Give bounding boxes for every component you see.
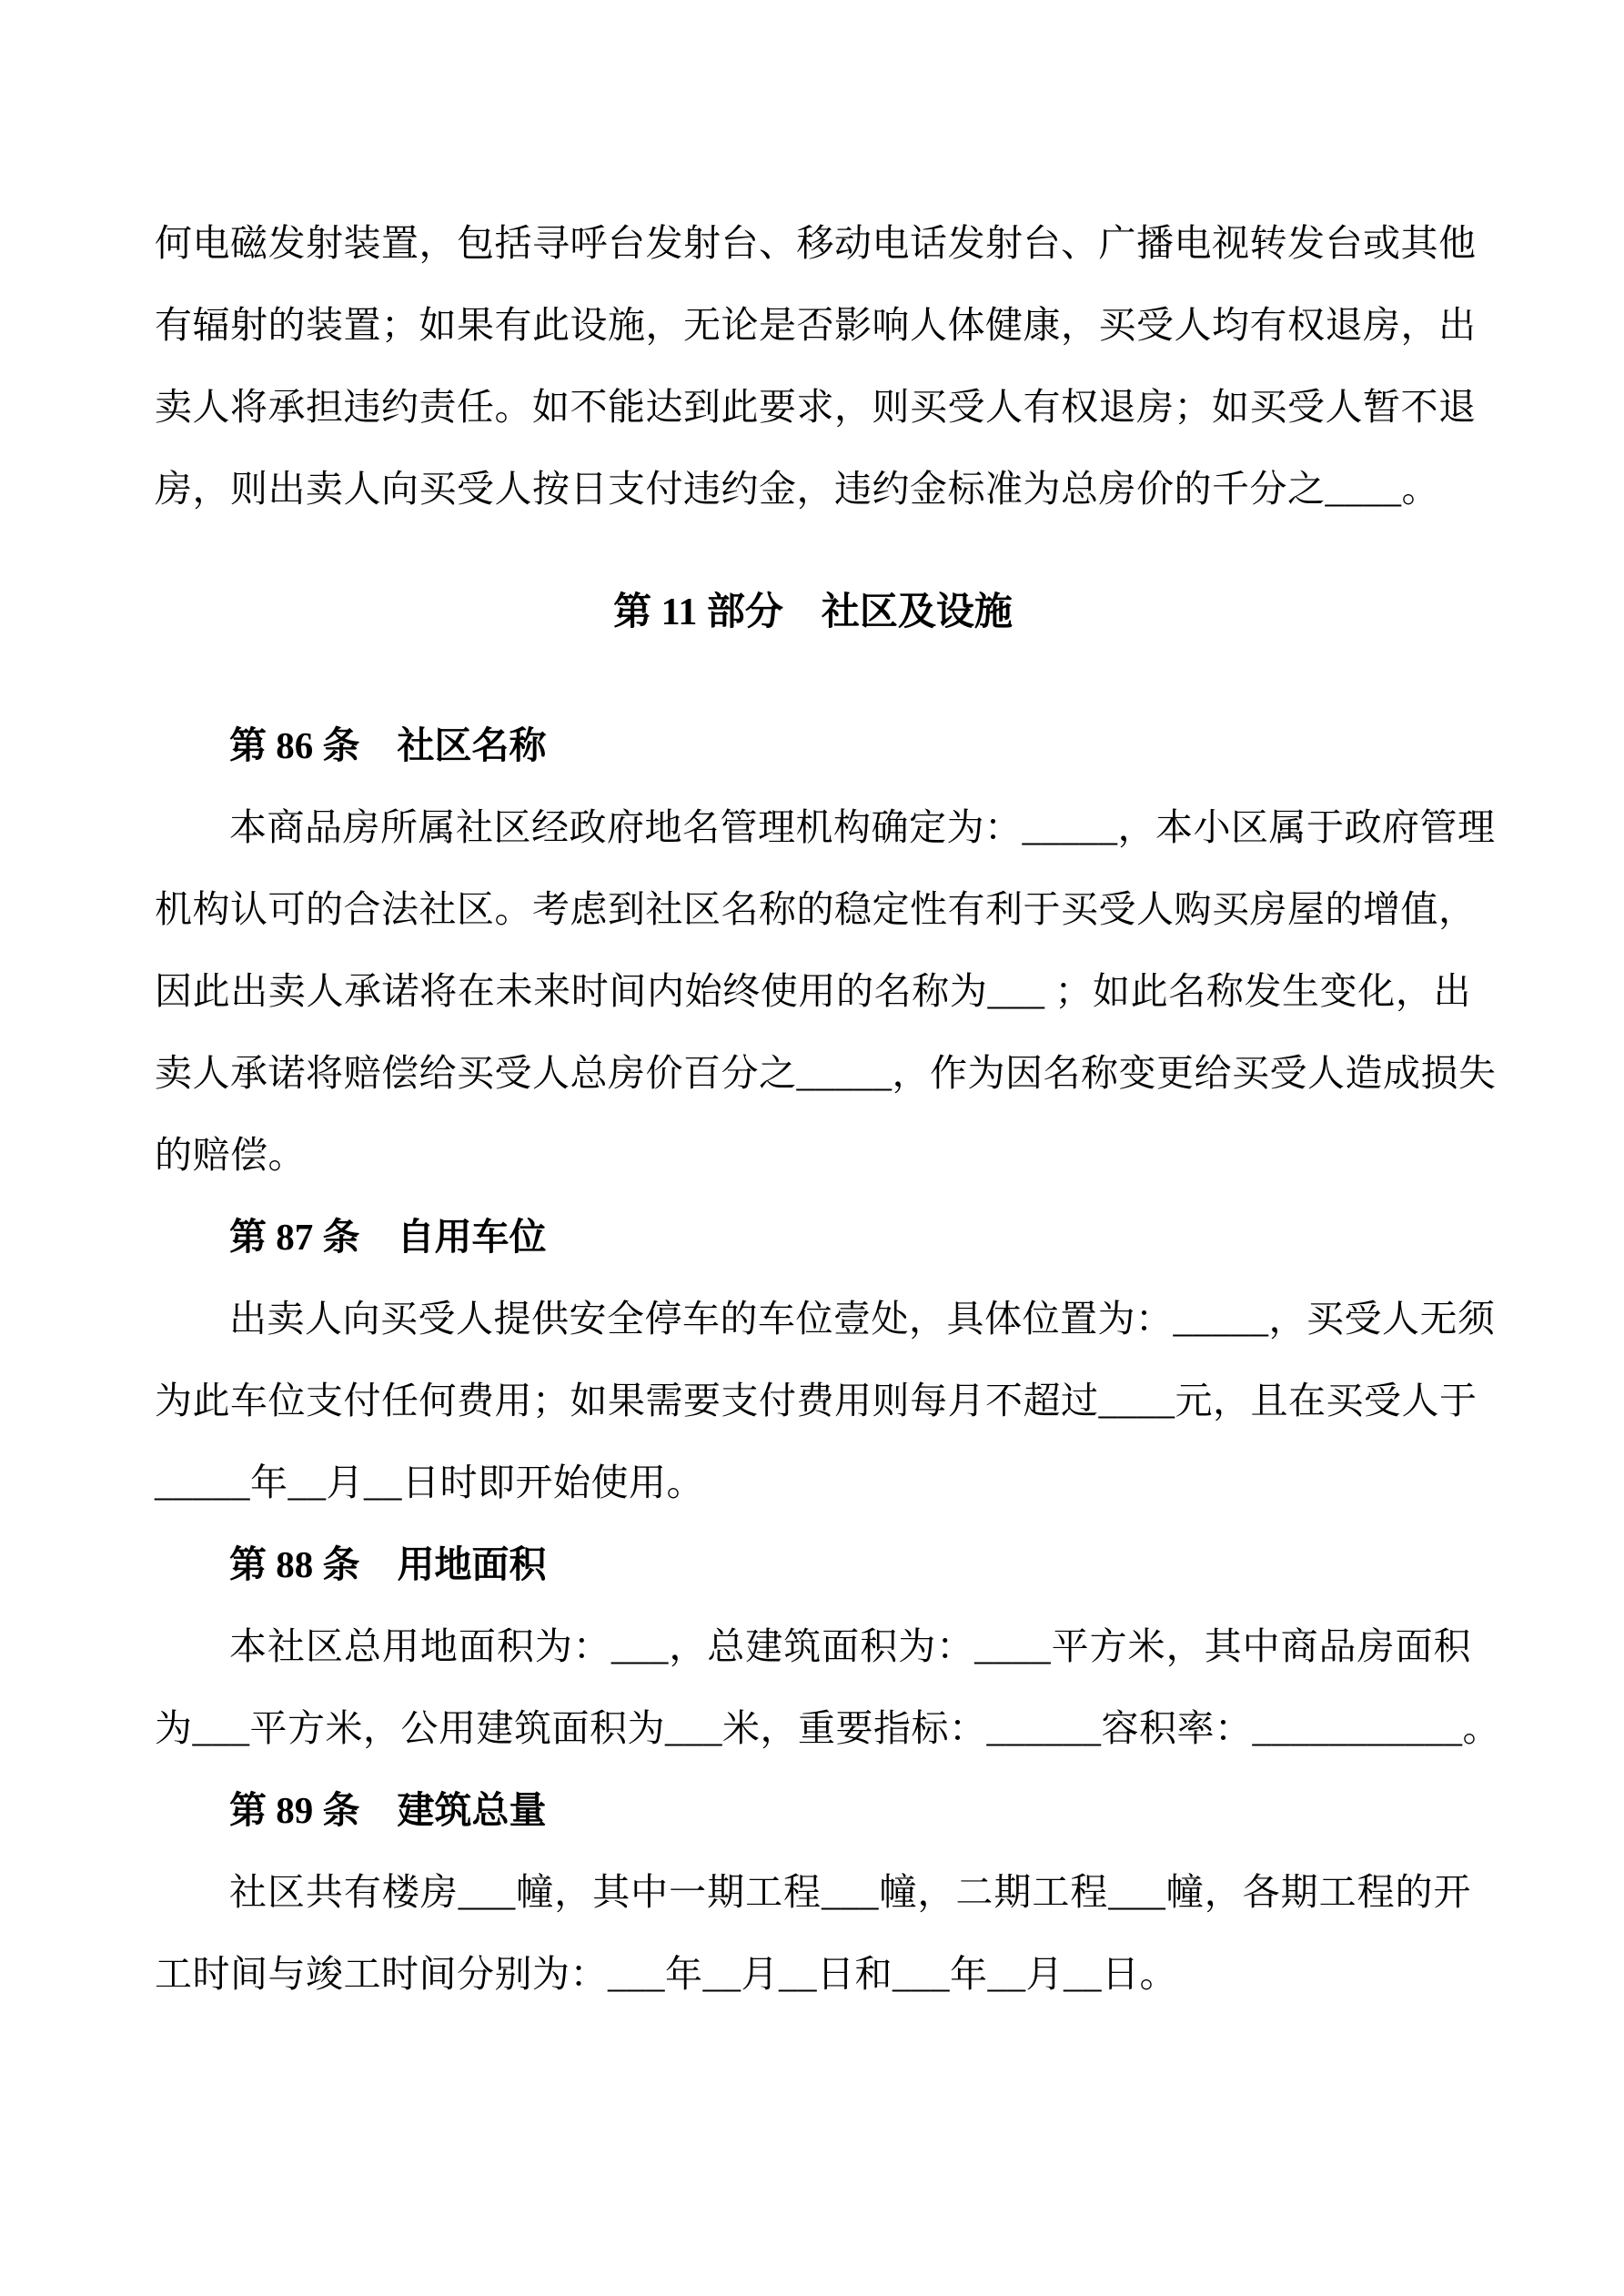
article-87-body	[155, 1278, 1496, 1523]
text-line: 有辐射的装置；如果有此设施，无论是否影响人体健康，买受人均有权退房，出	[155, 304, 1477, 346]
text-line: 何电磁发射装置，包括寻呼台发射台、移动电话发射台、广播电视转发台或其他	[155, 222, 1477, 264]
text-line: 的赔偿。	[155, 1134, 306, 1176]
text-line: 房，则出卖人向买受人按日支付违约金，违约金标准为总房价的千分之____。	[155, 468, 1439, 510]
text-line: 卖人承诺将赔偿给买受人总房价百分之_____，作为因名称变更给买受人造成损失	[155, 1052, 1497, 1094]
text-line: _____年__月__日时即开始使用。	[155, 1462, 704, 1503]
text-line: 卖人将承担违约责任。如不能达到此要求，则买受人有权退房；如买受人暂不退	[155, 386, 1477, 428]
text-line: 工时间与竣工时间分别为：___年__月__日和___年__月__日。	[155, 1953, 1177, 1995]
continued-clause-paragraph	[155, 202, 1477, 530]
article-88-body	[155, 1605, 1500, 1769]
text-line: 因此出卖人承诺将在未来时间内始终使用的名称为___ ；如此名称发生变化，出	[155, 970, 1471, 1012]
article-87-heading: 第 87 条 自用车位	[229, 1216, 547, 1258]
text-line: 本社区总用地面积为：___，总建筑面积为：____平方米，其中商品房面积	[229, 1625, 1471, 1667]
part-11-heading: 第 11 部分 社区及设施	[613, 592, 1013, 633]
text-line: 社区共有楼房___幢，其中一期工程___幢，二期工程___幢，各期工程的开	[229, 1871, 1471, 1913]
article-89-body	[155, 1851, 1471, 2015]
text-line: 出卖人向买受人提供安全停车的车位壹处，具体位置为：_____，买受人无须	[229, 1298, 1496, 1340]
text-line: 机构认可的合法社区。考虑到社区名称的稳定性有利于买受人购买房屋的增值，	[155, 888, 1477, 930]
text-line: 本商品房所属社区经政府地名管理机构确定为：_____，本小区属于政府管理	[229, 806, 1496, 848]
text-line: 为___平方米，公用建筑面积为___米，重要指标：______容积率：___________。	[155, 1707, 1500, 1749]
article-89-heading: 第 89 条 建筑总量	[229, 1789, 547, 1831]
article-86-body	[155, 786, 1497, 1196]
article-88-heading: 第 88 条 用地面积	[229, 1543, 547, 1585]
text-line: 为此车位支付任何费用；如果需要支付费用则每月不超过____元，且在买受人于	[155, 1380, 1478, 1421]
article-86-heading: 第 86 条 社区名称	[229, 724, 547, 766]
